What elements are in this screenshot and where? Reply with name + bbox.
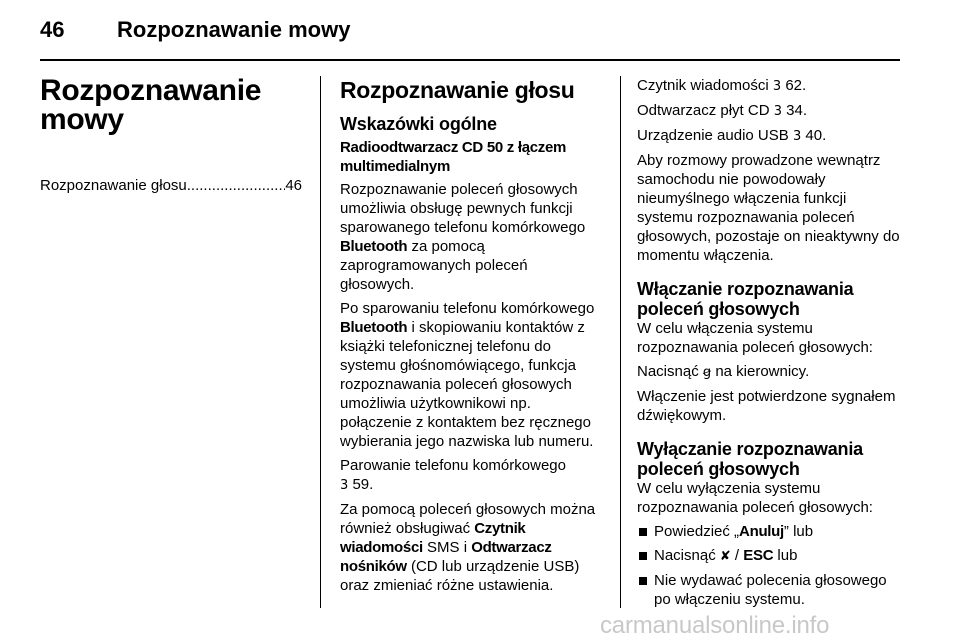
paragraph: Nacisnąć ꞡ na kierownicy. — [637, 363, 810, 380]
subsection-title: Wskazówki ogólne — [340, 114, 497, 134]
header-rule — [40, 59, 900, 61]
column-divider — [620, 76, 621, 608]
page-ref-icon: 3 — [792, 129, 802, 144]
paragraph: Po sparowaniu telefonu komórkowego Bluetooth i skopiowaniu kontaktów z książki telefonicznej telefonu do systemu głośnomówiącego, funkcja rozpoznawania poleceń głosowych umożliwia użytkownikowi np. połączenie z kontaktem bez ręcznego wybierania jego nazwiska lub numeru. — [340, 300, 595, 450]
bullet-square-icon — [639, 552, 647, 560]
page-ref-icon: 3 — [340, 478, 349, 493]
paragraph: Parowanie telefonu komórkowego 3 59. — [340, 457, 566, 493]
page-number: 46 — [40, 17, 65, 42]
toc-entry-page: 46 — [285, 177, 302, 194]
paragraph: Aby rozmowy prowadzone wewnątrz samochodu nie powodowały nieumyślnego włączenia funkcji systemu rozpoznawania poleceń głosowych, pozostaje on nieaktywny do momentu włączenia. — [637, 152, 900, 264]
bullet-square-icon — [639, 528, 647, 536]
page-header — [0, 0, 960, 62]
paragraph: Włączenie jest potwierdzone sygnałem dźwiękowym. — [637, 388, 896, 424]
watermark: carmanualsonline.info — [600, 612, 830, 639]
header-title: Rozpoznawanie mowy — [117, 17, 351, 42]
main-column — [340, 76, 604, 600]
hang-up-icon: ✘ — [719, 549, 731, 564]
toc-leader-dots — [187, 176, 286, 195]
list-item: Powiedzieć „Anuluj” lub — [637, 522, 903, 541]
chapter-title: Rozpoznawanie mowy — [40, 74, 262, 136]
cross-reference[interactable]: Czytnik wiadomości 3 62. — [637, 77, 807, 94]
page-ref-icon: 3 — [772, 79, 782, 94]
toc-entry-label: Rozpoznawanie głosu — [40, 177, 187, 194]
deactivation-title: Wyłączanie rozpoznawania poleceń głosowych — [637, 439, 863, 479]
right-column — [637, 76, 903, 614]
cross-reference[interactable]: Urządzenie audio USB 3 40. — [637, 127, 827, 144]
activation-title: Włączanie rozpoznawania poleceń głosowych — [637, 279, 854, 319]
bullet-list — [637, 522, 903, 609]
paragraph: W celu wyłączenia systemu rozpoznawania poleceń głosowych: — [637, 480, 873, 516]
page-ref-icon: 3 — [773, 104, 782, 119]
section-title: Rozpoznawanie głosu — [340, 77, 575, 103]
column-divider — [320, 76, 321, 608]
toc-entry[interactable] — [40, 176, 302, 195]
cross-reference[interactable]: Odtwarzacz płyt CD 3 34. — [637, 102, 808, 119]
voice-button-icon: ꞡ — [702, 365, 712, 380]
paragraph: Za pomocą poleceń głosowych można również obsługiwać Czytnik wiadomości SMS i Odtwarzacz nośników (CD lub urządzenie USB) oraz zmieniać różne ustawienia. — [340, 501, 596, 594]
page-ref[interactable]: 59. — [352, 476, 374, 493]
chapter-column — [40, 76, 302, 195]
paragraph: W celu włączenia systemu rozpoznawania poleceń głosowych: — [637, 320, 873, 356]
paragraph: Rozpoznawanie poleceń głosowych umożliwia obsługę pewnych funkcji sparowanego telefonu komórkowego Bluetooth za pomocą zaprogramowanych poleceń głosowych. — [340, 181, 586, 293]
list-item: Nacisnąć ✘ / ESC lub — [637, 546, 903, 566]
list-item: Nie wydawać polecenia głosowego po włączeniu systemu. — [637, 571, 903, 609]
minor-title: Radioodtwarzacz CD 50 z łączem multimedialnym — [340, 139, 567, 175]
bullet-square-icon — [639, 577, 647, 585]
